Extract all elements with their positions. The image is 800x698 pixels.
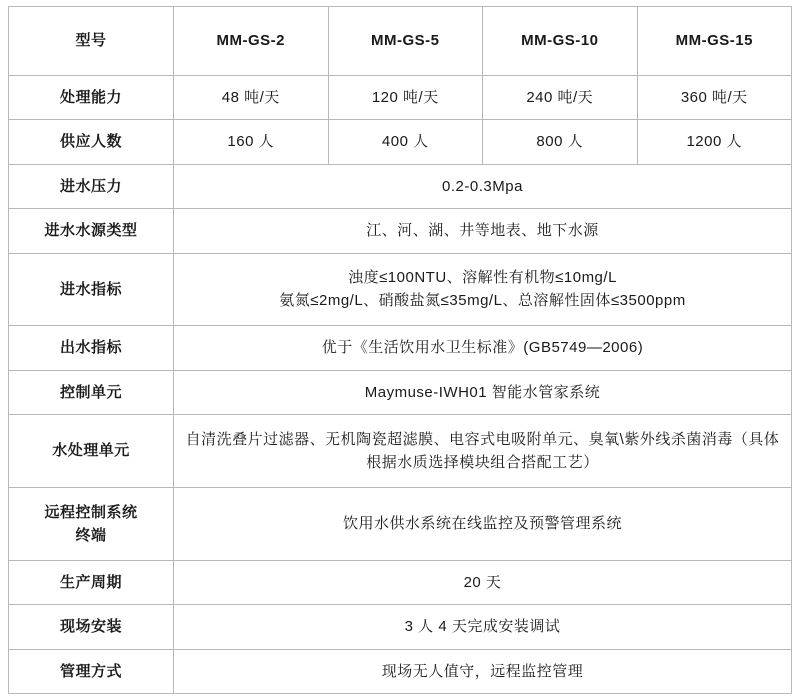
table-row (9, 649, 792, 693)
header-model-3: MM-GS-10 (483, 7, 638, 76)
cell-people-4: 1200 人 (637, 120, 792, 164)
cell-capacity-1: 48 吨/天 (174, 76, 329, 120)
row-label-treatment-unit: 水处理单元 (9, 415, 174, 488)
product-spec-table (8, 6, 792, 694)
cell-inlet-index-value (174, 253, 792, 326)
table-row (9, 253, 792, 326)
cell-outlet-index-value: 优于《生活饮用水卫生标准》(GB5749—2006) (174, 326, 792, 370)
header-model-4: MM-GS-15 (637, 7, 792, 76)
cell-capacity-4: 360 吨/天 (637, 76, 792, 120)
row-label-production-cycle: 生产周期 (9, 560, 174, 604)
inlet-index-line-1: 浊度≤100NTU、溶解性有机物≤10mg/L (348, 269, 617, 287)
table-header-row (9, 7, 792, 76)
table-row (9, 487, 792, 560)
table-row (9, 209, 792, 253)
header-label-model: 型号 (9, 7, 174, 76)
cell-treatment-unit-value: 自清洗叠片过滤器、无机陶瓷超滤膜、电容式电吸附单元、臭氧\紫外线杀菌消毒（具体根据水质选择模块组合搭配工艺） (174, 415, 792, 488)
row-label-management-mode: 管理方式 (9, 649, 174, 693)
cell-people-3: 800 人 (483, 120, 638, 164)
table-row (9, 415, 792, 488)
table-row (9, 605, 792, 649)
cell-people-2: 400 人 (328, 120, 483, 164)
cell-production-cycle-value: 20 天 (174, 560, 792, 604)
table-row (9, 120, 792, 164)
cell-management-mode-value: 现场无人值守，远程监控管理 (174, 649, 792, 693)
cell-inlet-pressure-value: 0.2-0.3Mpa (174, 164, 792, 208)
row-label-control-unit: 控制单元 (9, 370, 174, 414)
table-row (9, 370, 792, 414)
remote-terminal-label-line-2: 终端 (75, 526, 107, 544)
row-label-inlet-index: 进水指标 (9, 253, 174, 326)
row-label-source-type: 进水水源类型 (9, 209, 174, 253)
cell-people-1: 160 人 (174, 120, 329, 164)
header-model-2: MM-GS-5 (328, 7, 483, 76)
table-row (9, 164, 792, 208)
table-body (9, 7, 792, 694)
table-row (9, 326, 792, 370)
cell-capacity-2: 120 吨/天 (328, 76, 483, 120)
header-model-1: MM-GS-2 (174, 7, 329, 76)
cell-remote-terminal-value: 饮用水供水系统在线监控及预警管理系统 (174, 487, 792, 560)
cell-source-type-value: 江、河、湖、井等地表、地下水源 (174, 209, 792, 253)
row-label-people: 供应人数 (9, 120, 174, 164)
cell-site-installation-value: 3 人 4 天完成安装调试 (174, 605, 792, 649)
table-row (9, 76, 792, 120)
inlet-index-line-2: 氨氮≤2mg/L、硝酸盐氮≤35mg/L、总溶解性固体≤3500ppm (279, 292, 686, 310)
cell-capacity-3: 240 吨/天 (483, 76, 638, 120)
row-label-inlet-pressure: 进水压力 (9, 164, 174, 208)
row-label-site-installation: 现场安装 (9, 605, 174, 649)
table-row (9, 560, 792, 604)
row-label-remote-terminal (9, 487, 174, 560)
cell-control-unit-value: Maymuse-IWH01 智能水管家系统 (174, 370, 792, 414)
remote-terminal-label-line-1: 远程控制系统 (44, 503, 138, 521)
row-label-capacity: 处理能力 (9, 76, 174, 120)
row-label-outlet-index: 出水指标 (9, 326, 174, 370)
